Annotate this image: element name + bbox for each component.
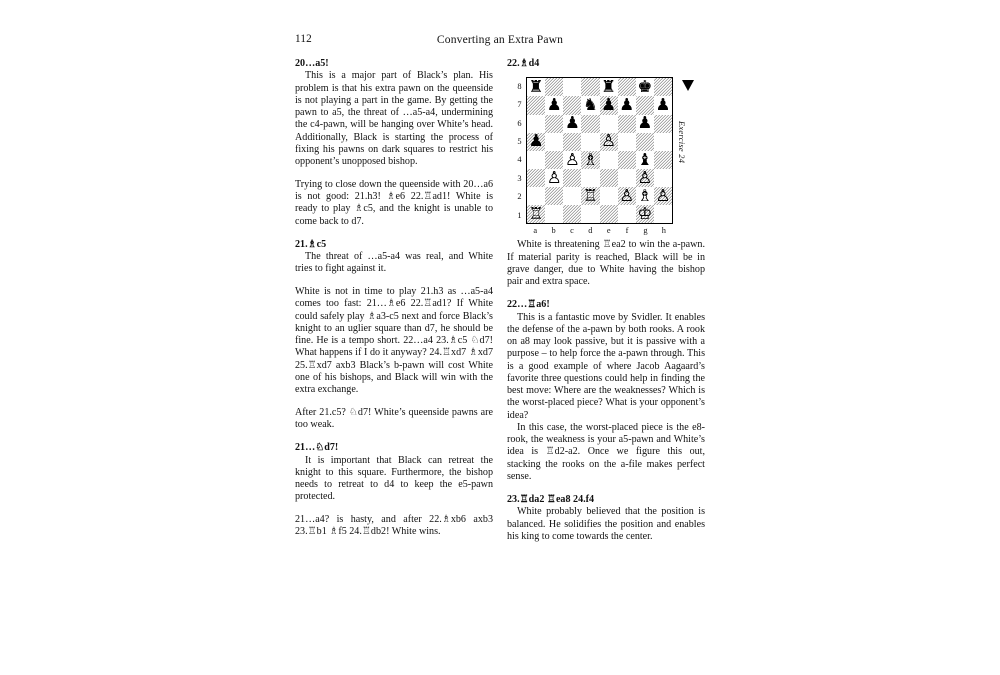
board-square-c5[interactable] (563, 133, 581, 151)
rank-label: 8 (517, 81, 522, 91)
body-paragraph: This is a fantastic move by Svidler. It enables the defense of the a-pawn by both rooks. A rook on a8 may look passive, but it is passive with a purpose – to help force the a-pawn through. This is a good example of where Jacob Aagaard’s favorite three questions could help in finding the best move: Where are the weaknesses? Which is the worst-placed piece? What is your opponent’s idea? (507, 311, 705, 421)
move-heading: 21.♗c5 (295, 238, 327, 250)
board-square-e2[interactable] (600, 187, 618, 205)
board-square-e4[interactable] (600, 151, 618, 169)
move-heading: 23.♖da2 ♖ea8 24.f4 (507, 494, 595, 505)
file-label: h (661, 226, 666, 236)
chapter-title: Converting an Extra Pawn (436, 33, 564, 46)
board-square-h3[interactable] (654, 169, 672, 187)
body-paragraph: White probably believed that the position is balanced. He solidifies the position and enables his king to come towards the center. (507, 506, 705, 542)
running-head (295, 28, 705, 54)
piece-black-pawn-icon[interactable]: ♟ (601, 96, 616, 115)
chess-board[interactable] (526, 77, 673, 224)
board-square-d4[interactable] (581, 151, 599, 169)
two-column-body (295, 58, 705, 543)
board-square-b2[interactable] (545, 187, 563, 205)
rank-label: 1 (517, 210, 522, 220)
piece-white-king-icon[interactable]: ♔ (637, 205, 653, 223)
board-square-g6[interactable] (636, 115, 654, 133)
board-square-a4[interactable] (527, 151, 545, 169)
move-heading: 21…♘d7! (295, 442, 339, 454)
board-square-h1[interactable] (654, 205, 672, 223)
board-square-g2[interactable] (636, 187, 654, 205)
black-to-move-triangle-icon (682, 80, 694, 91)
board-square-e7[interactable] (600, 96, 618, 114)
move-heading: 22.♗d4 (507, 58, 540, 69)
file-label: a (533, 226, 538, 236)
board-square-f1[interactable] (618, 205, 636, 223)
board-square-e3[interactable] (600, 169, 618, 187)
board-square-a7[interactable] (527, 96, 545, 114)
board-square-b7[interactable] (545, 96, 563, 114)
page-number: 112 (295, 33, 312, 45)
piece-white-pawn-icon[interactable]: ♙ (546, 168, 562, 187)
body-paragraph: Trying to close down the queenside with 20…a6 is not good: 21.h3! ♗e6 22.♖ad1! White is ready to play ♗c5, and the knight is unable to come back to d7. (295, 178, 493, 227)
board-square-d8[interactable] (581, 78, 599, 96)
rank-label: 3 (517, 173, 522, 183)
board-square-c1[interactable] (563, 205, 581, 223)
board-square-d7[interactable] (581, 96, 599, 114)
board-square-d1[interactable] (581, 205, 599, 223)
board-square-d5[interactable] (581, 133, 599, 151)
board-square-f7[interactable] (618, 96, 636, 114)
file-label: g (643, 226, 648, 236)
rank-label: 5 (517, 137, 522, 147)
piece-white-rook-icon[interactable]: ♖ (528, 205, 544, 223)
body-paragraph: The threat of …a5-a4 was real, and White tries to fight against it. (295, 251, 493, 275)
piece-black-pawn-icon[interactable]: ♟ (546, 96, 562, 115)
board-square-b6[interactable] (545, 115, 563, 133)
board-square-c8[interactable] (563, 78, 581, 96)
piece-black-pawn-icon[interactable]: ♟ (619, 96, 635, 115)
piece-white-pawn-icon[interactable]: ♙ (619, 187, 635, 205)
board-square-g8[interactable] (636, 78, 654, 96)
chess-diagram: 8 7 6 5 4 3 2 1 ♜ ♜ ♚ ♟ ♞ ♟ ♟ ♟ ♟ ♟ ♟ ♙ ♙ ♗ ♝ ♙ ♙ ♖ ♙ ♗ ♙ ♖ ♔ a b c d e f g h Exercise 24 (507, 77, 705, 237)
board-square-b3[interactable] (545, 169, 563, 187)
board-square-b4[interactable] (545, 151, 563, 169)
right-column (507, 58, 705, 543)
rank-labels (514, 77, 525, 224)
board-square-a3[interactable] (527, 169, 545, 187)
board-square-g5[interactable] (636, 133, 654, 151)
board-square-a1[interactable] (527, 205, 545, 223)
board-square-c6[interactable] (563, 115, 581, 133)
file-label: b (551, 226, 556, 236)
piece-black-pawn-icon[interactable]: ♟ (528, 132, 544, 151)
file-labels (526, 226, 673, 235)
board-square-f2[interactable] (618, 187, 636, 205)
board-square-e1[interactable] (600, 205, 618, 223)
piece-black-rook-icon[interactable]: ♜ (528, 78, 544, 97)
body-paragraph: After 21.c5? ♘d7! White’s queenside pawns are too weak. (295, 406, 493, 430)
piece-black-rook-icon[interactable]: ♜ (601, 78, 616, 97)
board-square-e6[interactable] (600, 115, 618, 133)
board-square-b8[interactable] (545, 78, 563, 96)
board-square-d6[interactable] (581, 115, 599, 133)
piece-black-king-icon[interactable]: ♚ (637, 78, 653, 97)
move-heading: 22…♖a6! (507, 299, 550, 311)
piece-black-knight-icon[interactable]: ♞ (583, 96, 598, 115)
board-square-f4[interactable] (618, 151, 636, 169)
board-square-b1[interactable] (545, 205, 563, 223)
rank-label: 4 (517, 155, 522, 165)
board-square-h8[interactable] (654, 78, 672, 96)
board-square-g3[interactable] (636, 169, 654, 187)
board-square-a6[interactable] (527, 115, 545, 133)
body-paragraph: White is threatening ♖ea2 to win the a-pawn. If material parity is reached, Black will be in grave danger, due to White having the bishop pair and extra space. (507, 239, 705, 287)
piece-white-pawn-icon[interactable]: ♙ (564, 150, 580, 169)
body-paragraph: In this case, the worst-placed piece is the e8-rook, the weakness is your a5-pawn and White’s idea is ♖d2-a2. Once we figure this out, stacking the rooks on the a-file makes perfect sense. (507, 421, 705, 482)
board-square-d2[interactable] (581, 187, 599, 205)
board-square-g1[interactable] (636, 205, 654, 223)
piece-black-pawn-icon[interactable]: ♟ (655, 96, 671, 115)
board-square-a8[interactable] (527, 78, 545, 96)
board-square-c2[interactable] (563, 187, 581, 205)
move-heading: 20…a5! (295, 58, 329, 69)
board-square-e5[interactable] (600, 133, 618, 151)
board-square-c3[interactable] (563, 169, 581, 187)
board-square-b5[interactable] (545, 133, 563, 151)
board-square-c7[interactable] (563, 96, 581, 114)
board-square-c4[interactable] (563, 151, 581, 169)
body-paragraph: It is important that Black can retreat the knight to this square. Furthermore, the bishop needs to retreat to d4 to keep the e5-pawn protected. (295, 454, 493, 503)
board-square-f3[interactable] (618, 169, 636, 187)
body-paragraph: White is not in time to play 21.h3 as …a5-a4 comes too fast: 21…♗e6 22.♖ad1? If White could safely play ♗a3-c5 next and force Black’s knight to an uglier square than d7, he should be fine. He is a tempo short. 22…a4 23.♗c5 ♘d7! What happens if I do it anyway? 24.♖xd7 ♗xd7 25.♖xd7 axb3 Black’s b-pawn will cost White one of his bishops, and Black will win with the extra exchange. (295, 286, 493, 395)
left-column (295, 58, 493, 543)
piece-white-bishop-icon[interactable]: ♗ (583, 150, 598, 169)
file-label: c (570, 226, 574, 236)
file-label: f (625, 226, 629, 236)
board-square-a2[interactable] (527, 187, 545, 205)
board-square-h2[interactable] (654, 187, 672, 205)
piece-white-pawn-icon[interactable]: ♙ (637, 168, 653, 187)
rank-label: 2 (517, 192, 522, 202)
piece-black-bishop-icon[interactable]: ♝ (637, 150, 653, 169)
board-square-f8[interactable] (618, 78, 636, 96)
piece-white-pawn-icon[interactable]: ♙ (601, 132, 616, 151)
piece-black-pawn-icon[interactable]: ♟ (564, 114, 580, 133)
file-label: e (606, 226, 611, 236)
board-square-h5[interactable] (654, 133, 672, 151)
board-square-h7[interactable] (654, 96, 672, 114)
piece-white-rook-icon[interactable]: ♖ (583, 187, 598, 205)
board-square-g7[interactable] (636, 96, 654, 114)
piece-white-bishop-icon[interactable]: ♗ (637, 187, 653, 205)
body-paragraph: This is a major part of Black’s plan. His problem is that his extra pawn on the queenside is not playing a part in the game. By getting the pawn to a5, the threat of …a5-a4, undermining the c4-pawn, will be hanging over White’s head. Additionally, Black is starting the process of fixing his pawns on dark squares to restrict his opponent’s unopposed bishop. (295, 70, 493, 167)
board-square-h6[interactable] (654, 115, 672, 133)
board-square-g4[interactable] (636, 151, 654, 169)
board-square-d3[interactable] (581, 169, 599, 187)
page-content (295, 28, 705, 588)
board-square-h4[interactable] (654, 151, 672, 169)
rank-label: 6 (517, 118, 522, 128)
rank-label: 7 (517, 100, 522, 110)
file-label: d (588, 226, 593, 236)
piece-white-pawn-icon[interactable]: ♙ (655, 187, 671, 205)
piece-black-pawn-icon[interactable]: ♟ (637, 114, 653, 133)
body-paragraph: 21…a4? is hasty, and after 22.♗xb6 axb3 23.♖b1 ♗f5 24.♖db2! White wins. (295, 514, 493, 538)
board-square-a5[interactable] (527, 133, 545, 151)
board-square-e8[interactable] (600, 78, 618, 96)
board-square-f5[interactable] (618, 133, 636, 151)
board-square-f6[interactable] (618, 115, 636, 133)
